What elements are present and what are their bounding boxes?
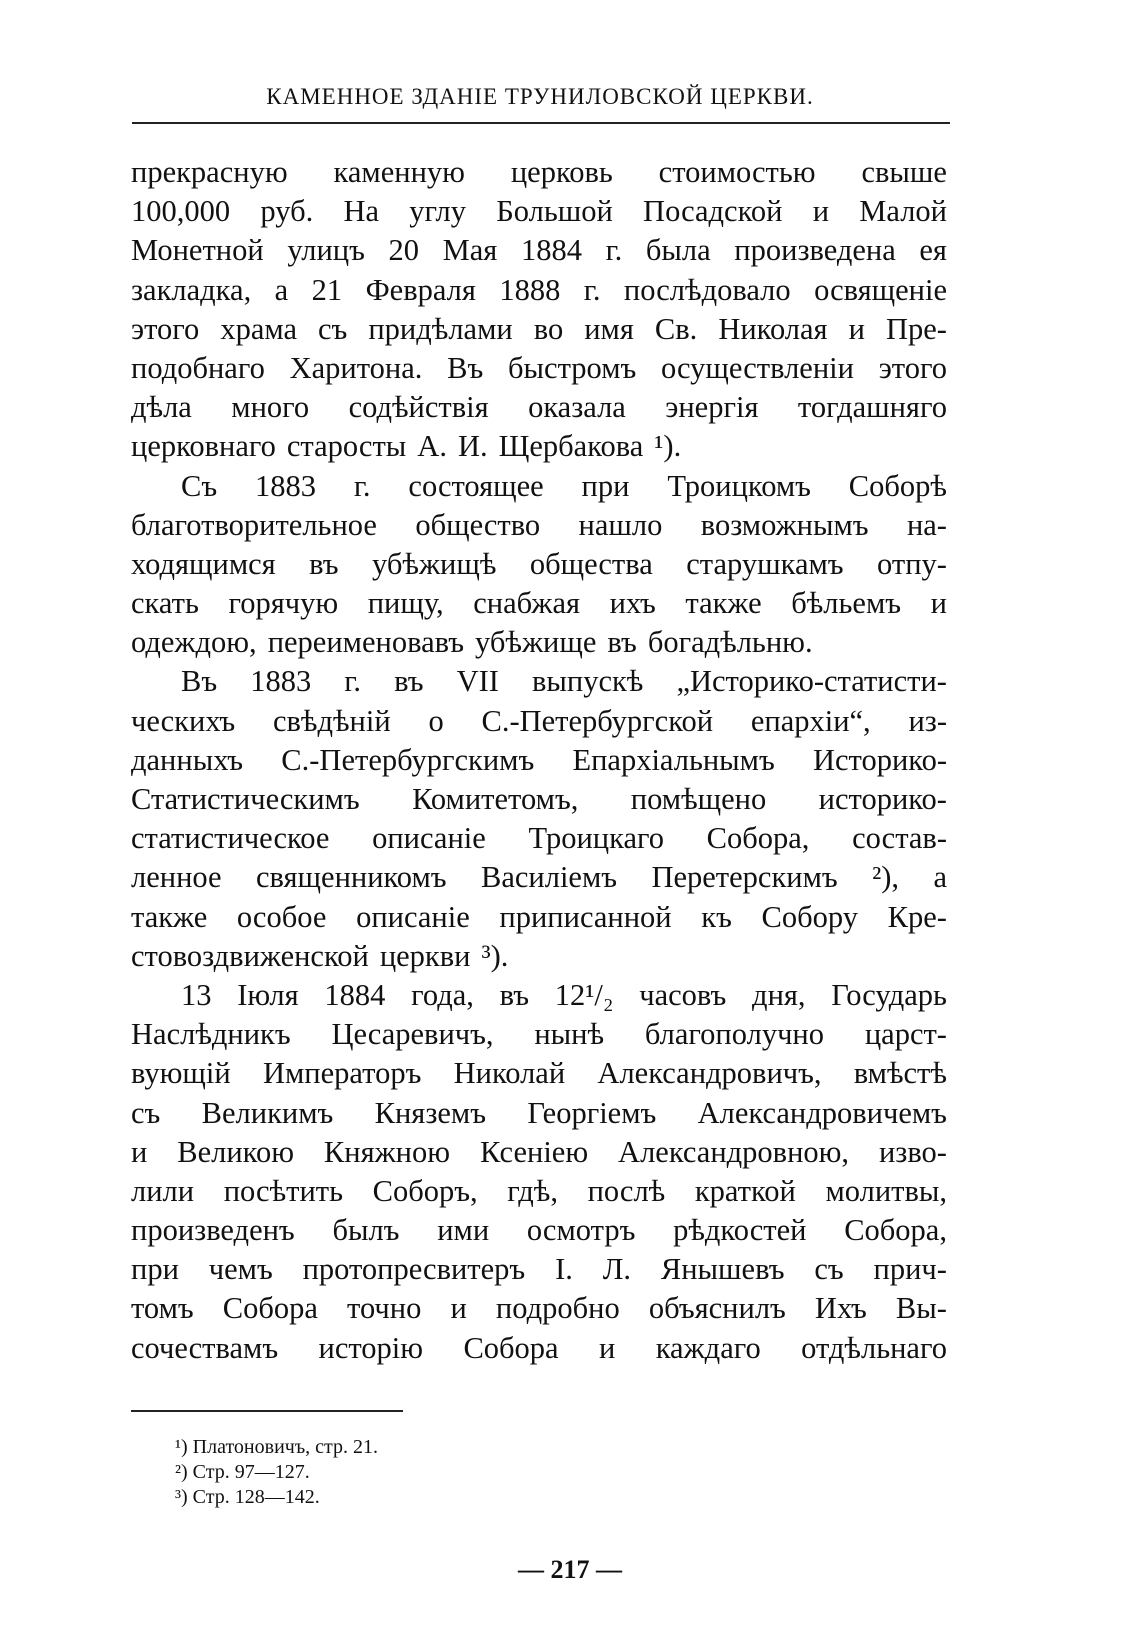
text-line: и Великою Княжною Ксеніею Александровною, изво- xyxy=(131,1134,947,1169)
text-line: прекрасную каменную церковь стоимостью свыше xyxy=(131,155,947,189)
text-line: статистическое описаніе Троицкаго Собора, состав- xyxy=(131,821,947,856)
text-line: Статистическимъ Комитетомъ, помѣщено историко- xyxy=(131,782,947,816)
text-line: Въ 1883 г. въ VII выпускѣ „Историко-статисти- xyxy=(181,664,947,699)
text-line: ческихъ свѣдѣній о С.-Петербургской епархіи“, из- xyxy=(131,703,947,738)
text-line: стовоздвиженской церкви ³). xyxy=(131,938,509,973)
text-line: при чемъ протопресвитеръ І. Л. Янышевъ съ прич- xyxy=(131,1252,947,1287)
text-line: данныхъ С.-Петербургскимъ Епархіальнымъ Историко- xyxy=(131,742,947,777)
text-line: лили посѣтить Соборъ, гдѣ, послѣ краткой молитвы, xyxy=(131,1173,947,1208)
text-line: этого храма съ придѣлами во имя Св. Николая и Пре- xyxy=(131,311,947,346)
footnotes xyxy=(175,1435,378,1510)
text-line: произведенъ былъ ими осмотръ рѣдкостей Собора, xyxy=(131,1213,947,1248)
text-line: ленное священникомъ Василіемъ Перетерскимъ ²), а xyxy=(131,860,947,895)
footnote-3: ³) Стр. 128—142. xyxy=(175,1486,320,1508)
text-line: скать горячую пищу, снабжая ихъ также бѣльемъ и xyxy=(131,586,947,621)
footnote-1: ¹) Платоновичъ, стр. 21. xyxy=(175,1436,379,1458)
text-line: томъ Собора точно и подробно объяснилъ Ихъ Вы- xyxy=(131,1291,947,1326)
text-line: подобнаго Харитона. Въ быстромъ осуществленіи этого xyxy=(131,350,947,385)
body-text xyxy=(131,153,947,1368)
footnote-2: ²) Стр. 97—127. xyxy=(175,1461,310,1483)
text-line: одеждою, переименовавъ убѣжище въ богадѣльню. xyxy=(131,625,813,660)
text-line: съ Великимъ Княземъ Георгіемъ Александровичемъ xyxy=(131,1095,947,1130)
text-line: Монетной улицъ 20 Мая 1884 г. была произведена ея xyxy=(131,233,947,268)
text-line: также особое описаніе приписанной къ Собору Кре- xyxy=(131,899,947,934)
text-line: сочествамъ исторію Собора и каждаго отдѣльнаго xyxy=(131,1330,947,1365)
text-line: вующій Императоръ Николай Александровичъ, вмѣстѣ xyxy=(131,1056,947,1091)
text-line: ходящимся въ убѣжищѣ общества старушкамъ отпу- xyxy=(131,546,947,581)
text-line: Съ 1883 г. состоящее при Троицкомъ Соборѣ xyxy=(181,468,947,503)
text-line: 13 Іюля 1884 года, въ 12¹/₂ часовъ дня, Государь xyxy=(181,977,947,1012)
text-line: благотворительное общество нашло возможнымъ на- xyxy=(131,507,947,542)
header-rule xyxy=(132,122,950,124)
text-line: церковнаго старосты А. И. Щербакова ¹). xyxy=(131,429,682,464)
running-header: КАМЕННОЕ ЗДАНІЕ ТРУНИЛОВСКОЙ ЦЕРКВИ. xyxy=(266,84,814,109)
footnote-rule xyxy=(131,1410,403,1412)
text-line: 100,000 руб. На углу Большой Посадской и Малой xyxy=(131,194,947,229)
text-line: Наслѣдникъ Цесаревичъ, нынѣ благополучно царст- xyxy=(131,1017,947,1052)
text-line: закладка, а 21 Февраля 1888 г. послѣдовало освященіе xyxy=(131,272,947,307)
text-line: дѣла много содѣйствія оказала энергія тогдашняго xyxy=(131,390,947,425)
page-number: — 217 — xyxy=(518,1555,622,1584)
